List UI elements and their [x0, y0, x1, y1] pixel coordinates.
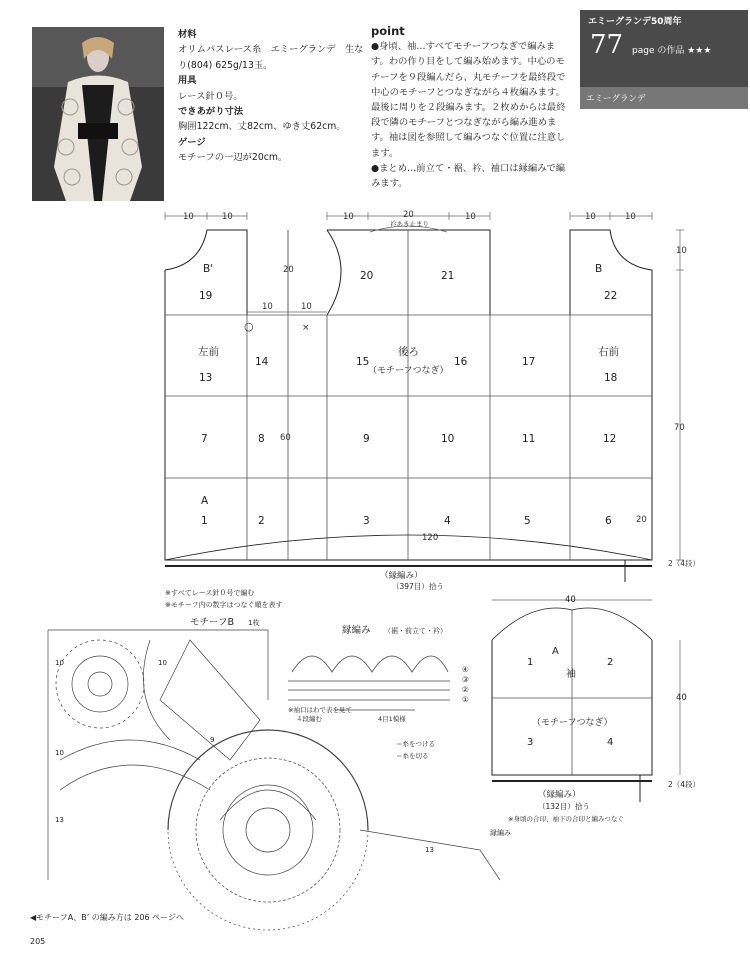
motif-17: 17	[522, 356, 536, 368]
motif-10: 10	[441, 433, 455, 445]
motif-grid	[165, 230, 652, 560]
body-edging: （縁編み）	[380, 571, 423, 581]
motif-21: 21	[441, 270, 455, 282]
round-13a: 13	[55, 816, 64, 824]
round-10a: 10	[55, 659, 64, 667]
dim-10h1: 10	[262, 302, 273, 312]
motif-8: 8	[258, 433, 265, 445]
edge-note-1: ※袖口はわで表を見て	[288, 706, 352, 714]
sleeve-motif-3: 3	[527, 737, 534, 748]
tools-heading: 用具	[178, 75, 197, 87]
motif-2: 2	[258, 515, 265, 527]
size-text: 胸囲122cm、丈82cm、ゆき丈62cm。	[178, 121, 346, 133]
size-heading: できあがり寸法	[178, 106, 244, 118]
motif-9: 9	[363, 433, 370, 445]
motif-16: 16	[454, 356, 468, 368]
motif-5: 5	[524, 515, 531, 527]
back-label: 後ろ	[398, 346, 419, 358]
motif-4: 4	[444, 515, 451, 527]
badge-anniversary: エミーグランデ50周年	[588, 17, 682, 27]
right-front-label: 右前	[598, 346, 619, 358]
label-b: B	[595, 263, 603, 275]
edge-note-2: ４段編む	[296, 715, 322, 723]
edge-sub: （裾・前立て・衿）	[384, 627, 447, 635]
sleeve-label-a: A	[552, 646, 559, 657]
motif-15: 15	[356, 356, 370, 368]
sleeve-motif-2: 2	[607, 657, 614, 668]
gauge-text: モチーフの一辺が20cm。	[178, 152, 288, 164]
sleeve-edging: （縁編み）	[538, 790, 581, 800]
edge-chart	[288, 656, 450, 710]
motif-12: 12	[603, 433, 617, 445]
dim-10c: 10	[343, 212, 354, 222]
dim-20r: 20	[636, 515, 647, 525]
footer-ref: ◀モチーフA、B’ の編み方は 206 ページへ	[30, 913, 184, 922]
motif-b-title: モチーフB	[190, 617, 235, 628]
round-10c: 10	[158, 659, 167, 667]
motif-19: 19	[199, 290, 213, 302]
round-9: 9	[210, 736, 215, 744]
motif-20: 20	[360, 270, 374, 282]
note-1: ※すべてレース針０号で編む	[165, 589, 255, 597]
neck-lines	[165, 230, 341, 315]
dim-10d: 10	[465, 212, 476, 222]
badge-page: page の作品 ★★★	[632, 46, 712, 56]
edge-row-4: ④	[462, 665, 469, 674]
dim-20v: 20	[283, 265, 294, 275]
edge-row-1: ①	[462, 695, 469, 704]
dim-2-4: 2（4段）	[668, 559, 701, 568]
motif-11: 11	[522, 433, 536, 445]
dim-70: 70	[674, 423, 685, 433]
edge-row-3: ③	[462, 675, 469, 684]
point-body: ●身頃、袖…すべてモチーフつなぎで編みます。わの作り目をして編み始めます。中心のモチーフを９段編んだら、丸モチーフを最終段で中心のモチーフとつなぎながら４枚編みます。最後に周りを２段編みます。２枚めからは最終段で隣のモチーフとつなぎながら編み進めます。袖は図を参照して編みつなぐ位置に注意します。	[371, 41, 566, 159]
point-finish: ●まとめ…前立て・裾、衿、袖口は縁編みで編みます。	[371, 162, 566, 190]
motif-6: 6	[605, 515, 612, 527]
legend-attach: ＝糸をつける	[396, 740, 435, 748]
motif-3: 3	[363, 515, 370, 527]
label-a: A	[201, 495, 209, 507]
motif-1: 1	[201, 515, 208, 527]
back-sub-label: （モチーフつなぎ）	[368, 366, 449, 376]
tools-text: レース針０号。	[178, 90, 243, 102]
dim-10h2: 10	[301, 302, 312, 312]
sym-o: ○	[244, 320, 254, 333]
motif-13: 13	[199, 372, 213, 384]
motif-b-count: 1枚	[248, 619, 260, 627]
edge-title: 縁編み	[342, 625, 371, 636]
sleeve-title: 袖	[566, 669, 576, 680]
motif-7: 7	[201, 433, 208, 445]
legend-cut: ＝糸を切る	[396, 752, 429, 760]
motif-22: 22	[604, 290, 618, 302]
sym-x: ×	[302, 323, 310, 333]
motif-b-chart	[48, 630, 500, 930]
note-2: ※モチーフ内の数字はつなぐ順を表す	[165, 601, 283, 609]
edge-repeat: 4目1模様	[378, 715, 406, 723]
sleeve-dim-40: 40	[565, 595, 576, 605]
point-title: point	[371, 24, 405, 38]
dim-10e: 10	[585, 212, 596, 222]
body-outline	[165, 230, 652, 560]
edge-small-title: 縁編み	[490, 829, 511, 837]
round-13b: 13	[425, 846, 434, 854]
dim-10r: 10	[676, 246, 687, 256]
round-10b: 10	[55, 749, 64, 757]
yarn-text: オリムパスレース糸 エミーグランデ 生なり(804) 625g/13玉。	[178, 44, 364, 71]
motif-14: 14	[255, 356, 269, 368]
motif-18: 18	[604, 372, 618, 384]
neck-open-label: 衿あき止まり	[390, 220, 429, 228]
body-picks: （397目）拾う	[392, 582, 444, 591]
label-bprime: B'	[203, 263, 214, 275]
sleeve-dim-2-4: 2（4段）	[668, 780, 701, 789]
sleeve-motif-1: 1	[527, 657, 534, 668]
dim-120: 120	[422, 533, 439, 543]
sleeve-dim-40v: 40	[676, 693, 687, 703]
page-number: 205	[30, 937, 46, 946]
back-neck	[327, 230, 490, 315]
sleeve-picks: （132目）拾う	[538, 802, 590, 811]
sleeve-note: ※身頃の合印、袖下の合印と編みつなぐ	[508, 815, 624, 823]
sleeve-motif-4: 4	[607, 737, 614, 748]
left-front-label: 左前	[198, 346, 219, 358]
dim-10f: 10	[625, 212, 636, 222]
badge-number: 77	[590, 30, 624, 60]
dim-60: 60	[280, 433, 291, 443]
dim-10b: 10	[222, 212, 233, 222]
dim-20: 20	[403, 210, 414, 220]
badge-yarn: エミーグランデ	[586, 94, 646, 104]
edge-row-2: ②	[462, 685, 469, 694]
materials-heading: 材料	[178, 29, 197, 40]
dim-10a: 10	[183, 212, 194, 222]
sleeve-sub: （モチーフつなぎ）	[532, 718, 613, 728]
gauge-heading: ゲージ	[178, 136, 206, 148]
